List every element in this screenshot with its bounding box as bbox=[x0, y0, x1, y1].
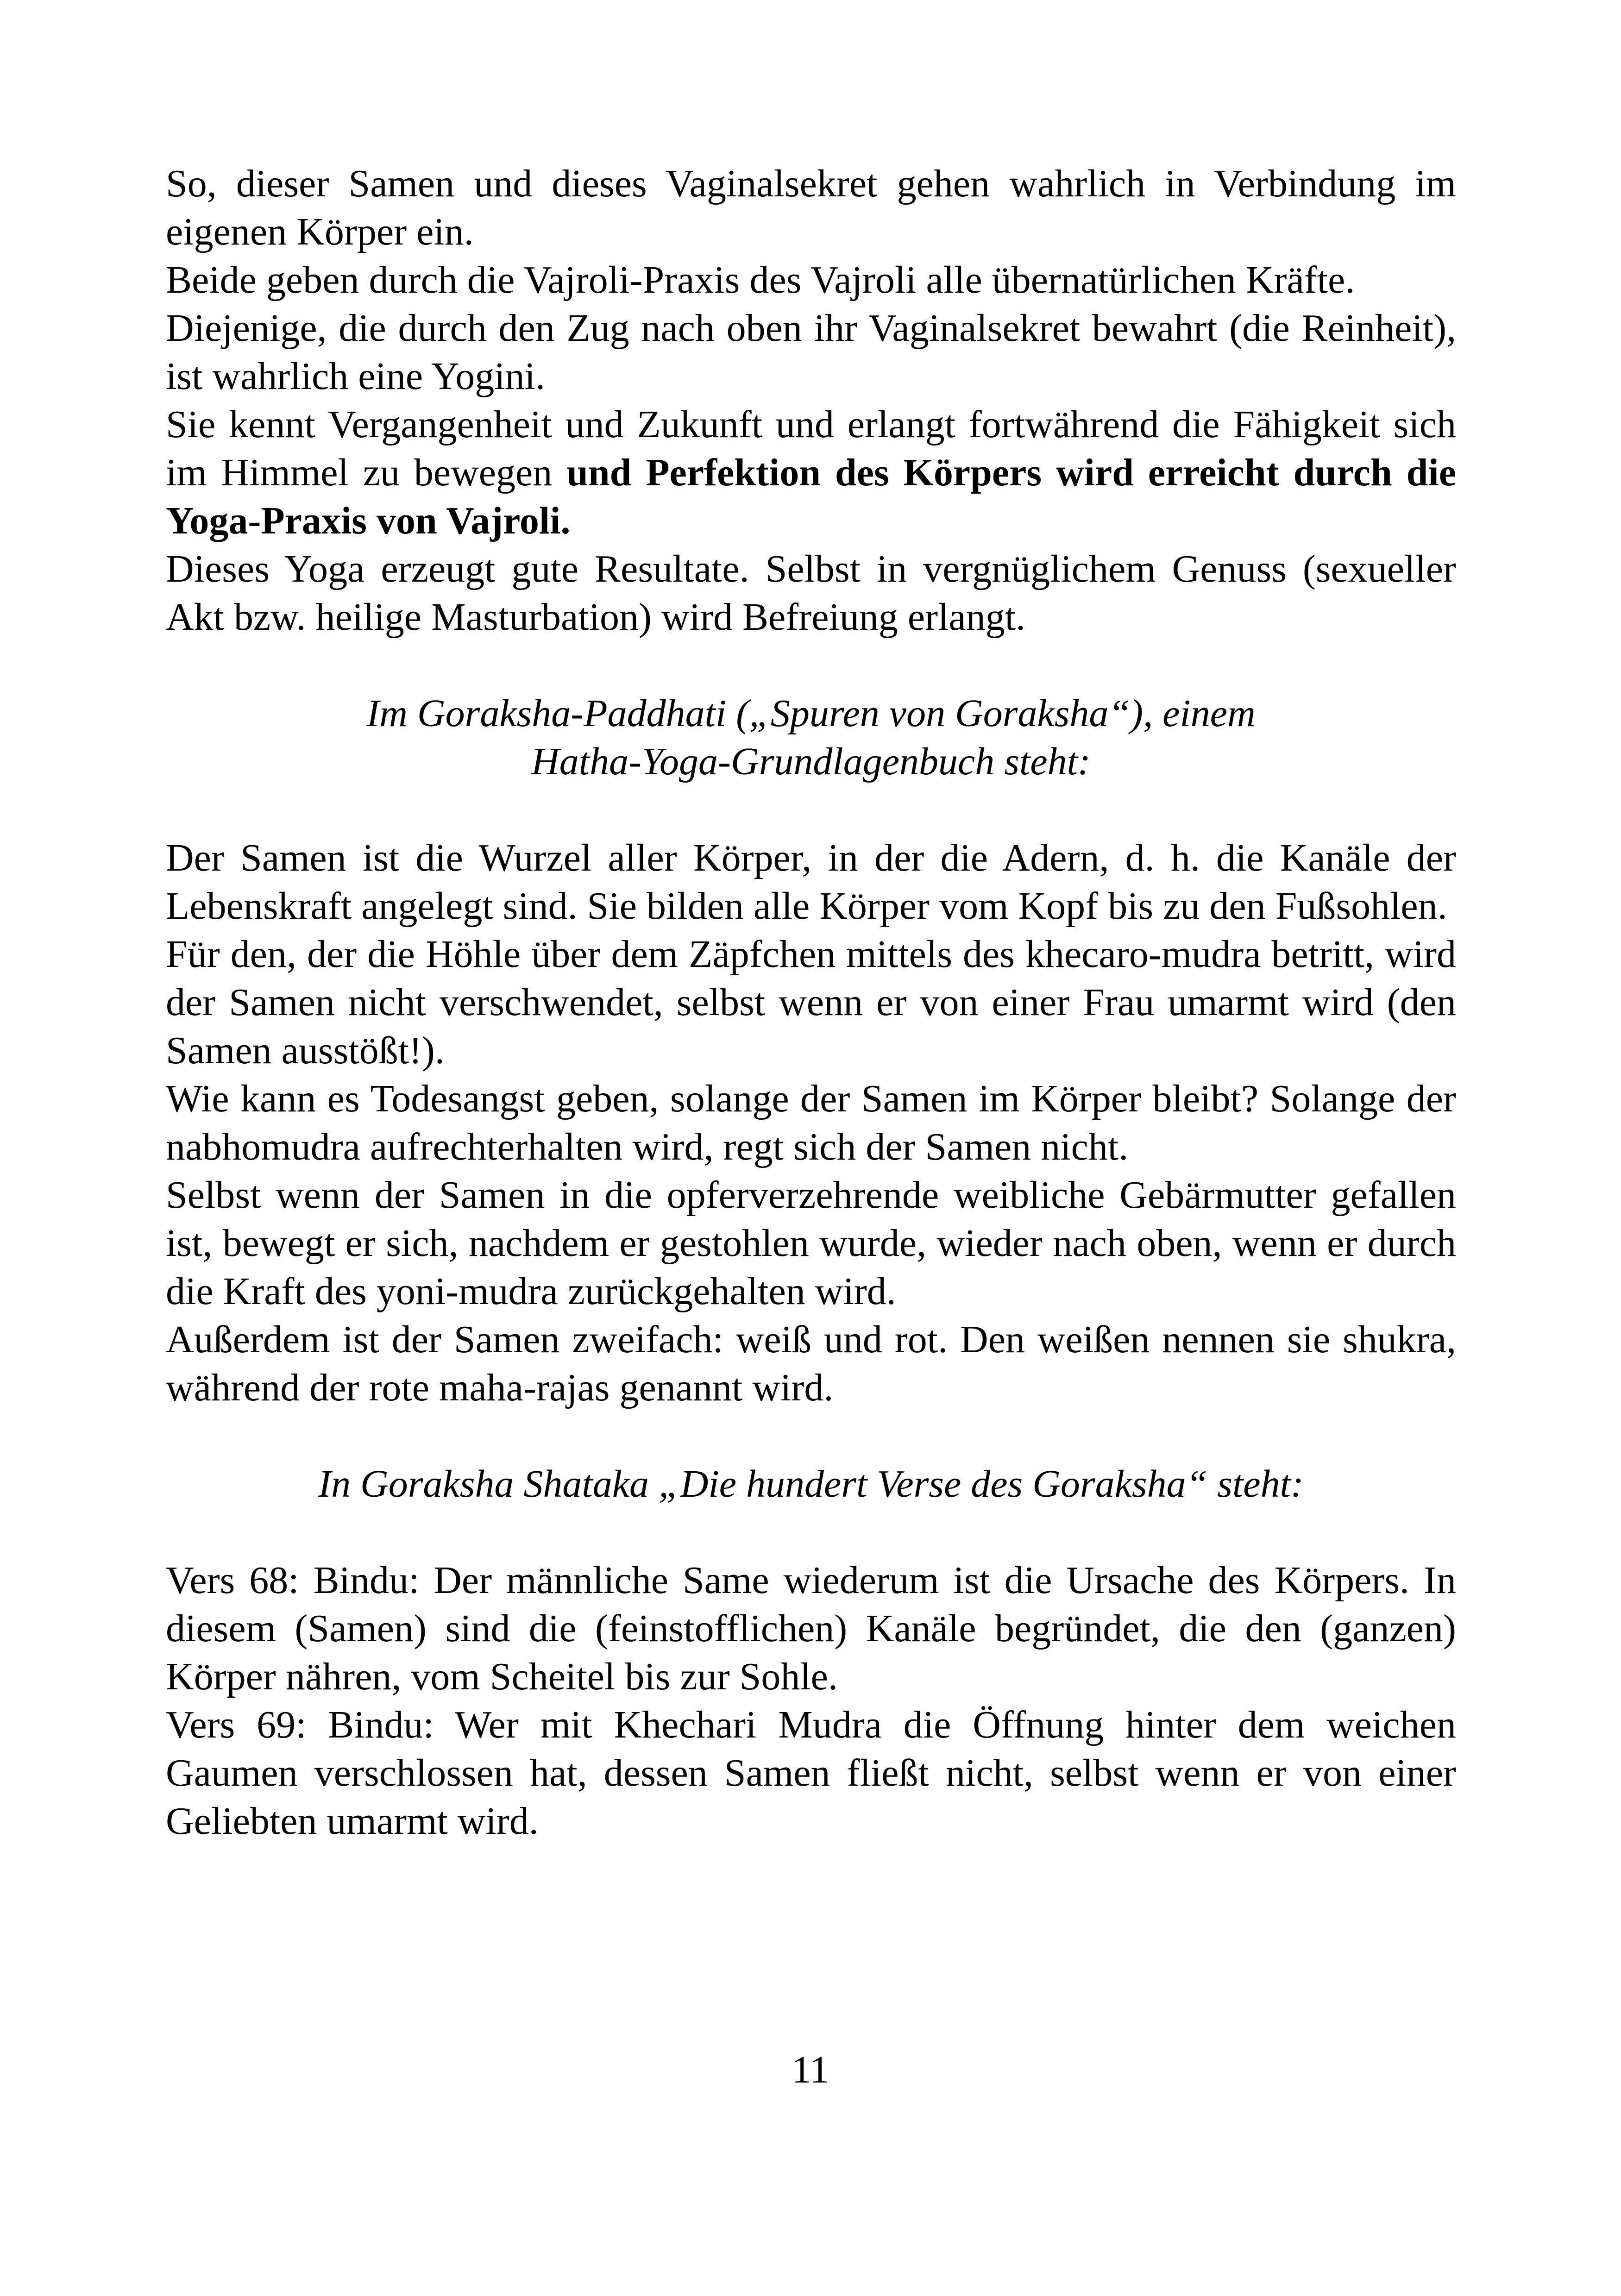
bold-text: und Perfektion des Körpers wird erreicht durch die Yoga-Praxis von Vajroli. bbox=[166, 451, 1456, 542]
spacer bbox=[166, 641, 1456, 690]
paragraph-with-bold bbox=[166, 401, 1456, 545]
spacer bbox=[166, 1412, 1456, 1460]
paragraph: Selbst wenn der Samen in die opferverzehrende weibliche Gebärmutter gefallen ist, bewegt er sich, nachdem er gestohlen wurde, wieder nach oben, wenn er durch die Kraft des yoni-mudra zurückgehalten wird. bbox=[166, 1173, 1456, 1313]
page-number: 11 bbox=[792, 2048, 829, 2091]
paragraph: Dieses Yoga erzeugt gute Resultate. Selbst in vergnüglichem Genuss (sexueller Akt bzw. heilige Masturbation) wird Befreiung erlangt. bbox=[166, 547, 1456, 639]
paragraph-text: Sie kennt Vergangenheit und Zukunft und erlangt fortwährend die Fähigkeit sich im Himmel zu bewegen bbox=[166, 403, 1456, 494]
page-body bbox=[166, 160, 1456, 1845]
paragraph: Beide geben durch die Vajroli-Praxis des Vajroli alle übernatürlichen Kräfte. bbox=[166, 258, 1355, 301]
spacer bbox=[166, 786, 1456, 834]
spacer bbox=[166, 1508, 1456, 1556]
quote-heading-line: Im Goraksha-Paddhati („Spuren von Goraksha“), einem bbox=[366, 692, 1256, 735]
paragraph: Außerdem ist der Samen zweifach: weiß und rot. Den weißen nennen sie shukra, während der rote maha-rajas genannt wird. bbox=[166, 1318, 1456, 1409]
paragraph: Der Samen ist die Wurzel aller Körper, in der die Adern, d. h. die Kanäle der Lebenskraft angelegt sind. Sie bilden alle Körper vom Kopf bis zu den Fußsohlen. bbox=[166, 836, 1456, 928]
paragraph: Diejenige, die durch den Zug nach oben ihr Vaginalsekret bewahrt (die Reinheit), ist wahrlich eine Yogini. bbox=[166, 307, 1456, 398]
paragraph: Vers 68: Bindu: Der männliche Same wiederum ist die Ursache des Körpers. In diesem (Samen) sind die (feinstofflichen) Kanäle begründet, die den (ganzen) Körper nähren, vom Scheitel bis zur Sohle. bbox=[166, 1559, 1456, 1698]
paragraph: Für den, der die Höhle über dem Zäpfchen mittels des khecaro-mudra betritt, wird der Samen nicht verschwendet, selbst wenn er von einer Frau umarmt wird (den Samen ausstößt!). bbox=[166, 933, 1456, 1072]
quote-heading-line: Hatha-Yoga-Grundlagenbuch steht: bbox=[531, 740, 1091, 783]
quote-heading-line: In Goraksha Shataka „Die hundert Verse des Goraksha“ steht: bbox=[318, 1462, 1304, 1506]
paragraph: Wie kann es Todesangst geben, solange der Samen im Körper bleibt? Solange der nabhomudra aufrechterhalten wird, regt sich der Samen nicht. bbox=[166, 1077, 1456, 1168]
paragraph: So, dieser Samen und dieses Vaginalsekret gehen wahrlich in Verbindung im eigenen Körper ein. bbox=[166, 162, 1456, 253]
paragraph: Vers 69: Bindu: Wer mit Khechari Mudra die Öffnung hinter dem weichen Gaumen verschlossen hat, dessen Samen fließt nicht, selbst wenn er von einer Geliebten umarmt wird. bbox=[166, 1703, 1456, 1843]
